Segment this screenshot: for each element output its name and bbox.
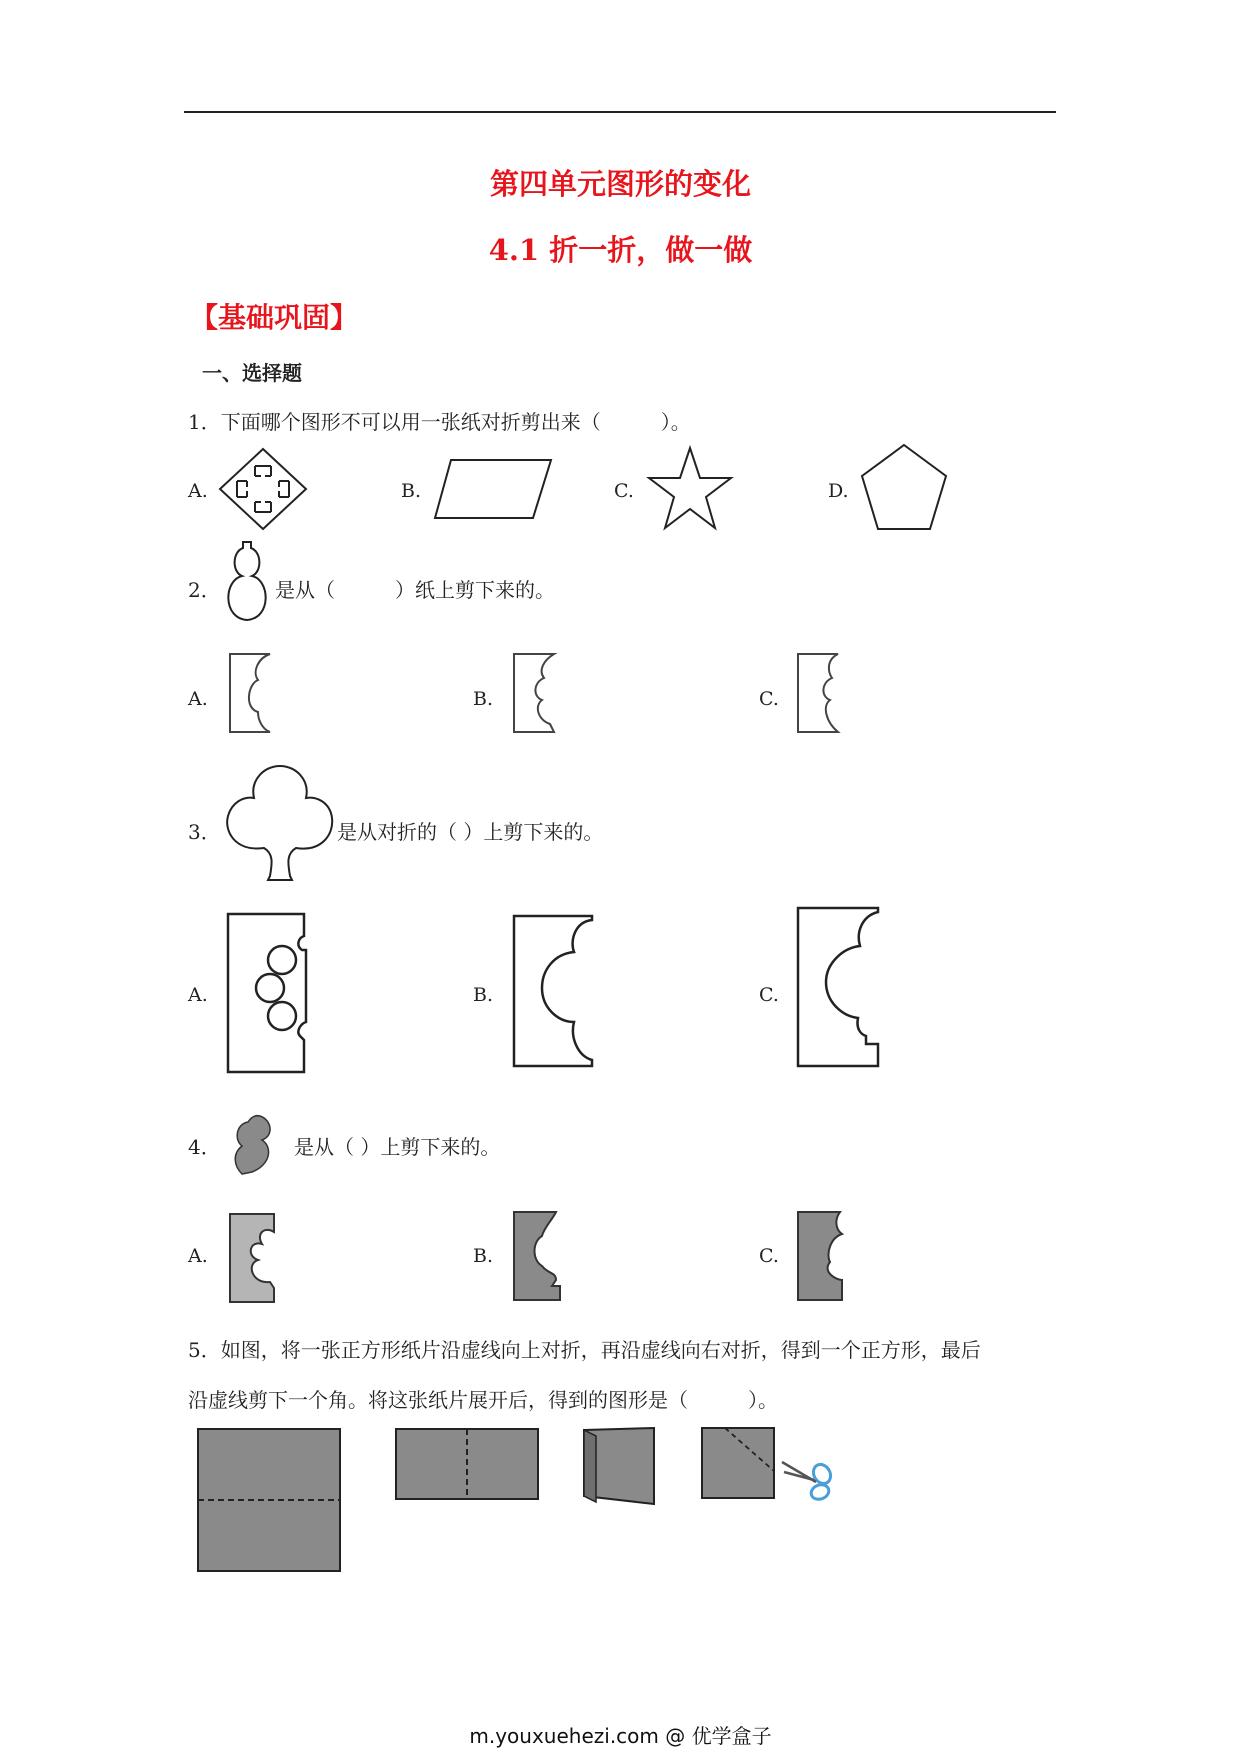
q4-option-b-label: B.: [473, 1245, 494, 1267]
q3-option-b-label: B.: [473, 984, 494, 1006]
q2-text: 是从（ ）纸上剪下来的。: [275, 578, 555, 602]
q1-option-b-figure: [433, 458, 553, 520]
q3-number: 3．: [188, 820, 221, 844]
q3-option-a-label: A.: [188, 984, 208, 1006]
q2-option-c-label: C.: [759, 688, 779, 710]
header-rule: [184, 111, 1056, 113]
page-title: 第四单元图形的变化: [489, 167, 751, 201]
q4-number: 4．: [188, 1135, 221, 1159]
q4-option-c-label: C.: [759, 1245, 779, 1267]
page-subtitle: 4.1 折一折，做一做: [488, 233, 753, 267]
q2-number: 2．: [188, 578, 221, 602]
q4-text: 是从（ ）上剪下来的。: [294, 1135, 501, 1159]
scissors-icon: [780, 1452, 838, 1504]
q5-step1-square: [197, 1428, 341, 1572]
q3-text: 是从对折的（ ）上剪下来的。: [337, 820, 604, 844]
q1-option-c-figure: [647, 446, 733, 530]
q4-option-c-figure: [796, 1210, 846, 1302]
q1-text: 1．下面哪个图形不可以用一张纸对折剪出来（ ）。: [188, 410, 691, 434]
q5-line2: 沿虚线剪下一个角。将这张纸片展开后，得到的图形是（ ）。: [188, 1388, 778, 1412]
q2-option-b-label: B.: [473, 688, 494, 710]
q1-option-d-label: D.: [828, 480, 849, 502]
q3-tree-figure: [224, 764, 336, 882]
q5-step3-folded: [582, 1426, 658, 1506]
q3-option-c-label: C.: [759, 984, 779, 1006]
q5-step4-cut-square: [701, 1427, 775, 1499]
q4-option-a-figure: [228, 1212, 278, 1304]
q3-option-a-figure: [226, 912, 312, 1076]
q4-leaf-figure: [232, 1114, 274, 1176]
q2-gourd-figure: [222, 540, 272, 622]
q5-line1: 5．如图，将一张正方形纸片沿虚线向上对折，再沿虚线向右对折，得到一个正方形，最后: [188, 1338, 981, 1362]
q3-option-c-figure: [796, 906, 882, 1070]
q1-option-a-figure: [218, 447, 308, 531]
q3-option-b-figure: [512, 914, 598, 1070]
q2-option-c-figure: [796, 652, 844, 736]
q2-option-a-figure: [228, 652, 276, 736]
footer-watermark: m.youxuehezi.com @ 优学盒子: [469, 1724, 772, 1748]
q2-option-b-figure: [512, 652, 560, 736]
q4-option-a-label: A.: [188, 1245, 208, 1267]
q4-option-b-figure: [512, 1210, 562, 1302]
q5-step2-rectangle: [395, 1428, 539, 1500]
part-heading: 一、选择题: [202, 361, 302, 385]
section-label: 【基础巩固】: [190, 301, 359, 334]
q2-option-a-label: A.: [188, 688, 208, 710]
q1-option-d-figure: [860, 443, 948, 531]
q1-option-a-label: A.: [188, 480, 208, 502]
q1-option-c-label: C.: [614, 480, 634, 502]
q1-option-b-label: B.: [401, 480, 422, 502]
